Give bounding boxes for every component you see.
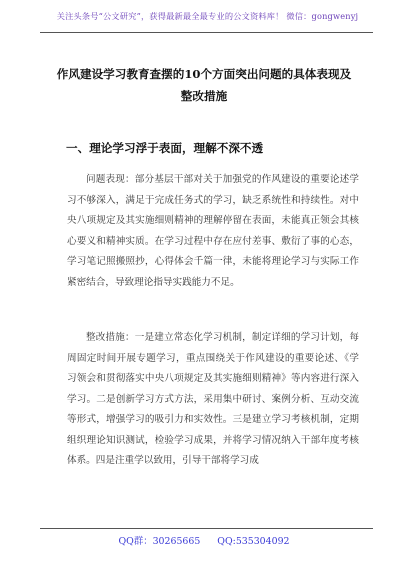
header-promo-note: 关注头条号“公文研究”，获得最新最全最专业的公文资料库！ 微信：gongwenyj	[56, 11, 359, 21]
header-divider	[40, 32, 373, 33]
footer-contact	[0, 533, 408, 547]
footer-qq-group: QQ群：30265665	[118, 536, 201, 547]
document-title-line-2: 整改措施	[180, 89, 228, 103]
footer-qq: QQ:535304092	[217, 536, 290, 547]
problem-paragraph: 问题表现：部分基层干部对关于加强党的作风建设的重要论述学习不够深入，满足于完成任务式的学习，缺乏系统性和持续性。对中央八项规定及其实施细则精神的理解停留在表面，未能真正领会其核心要义和精神实质。在学习过程中存在应付差事、敷衍了事的心态，学习笔记照搬照抄，心得体会千篇一律，未能将理论学习与实际工作紧密结合，导致理论指导实践能力不足。	[67, 174, 359, 288]
measures-paragraph: 整改措施：一是建立常态化学习机制，制定详细的学习计划，每周固定时间开展专题学习，重点围绕关于作风建设的重要论述、《学习领会和贯彻落实中央八项规定及其实施细则精神》等内容进行深入学习。二是创新学习方式方法，采用集中研讨、案例分析、互动交流等形式，增强学习的吸引力和实效性。三是建立学习考核机制，定期组织理论知识测试，检验学习成果，并将学习情况纳入干部年度考核体系。四是注重学以致用，引导干部将学习成	[67, 332, 359, 466]
document-title	[50, 63, 358, 107]
section-heading-1: 一、理论学习浮于表面，理解不深不透	[66, 141, 264, 155]
footer-divider	[40, 528, 373, 529]
document-title-line-1: 作风建设学习教育查摆的10个方面突出问题的具体表现及	[56, 67, 352, 81]
